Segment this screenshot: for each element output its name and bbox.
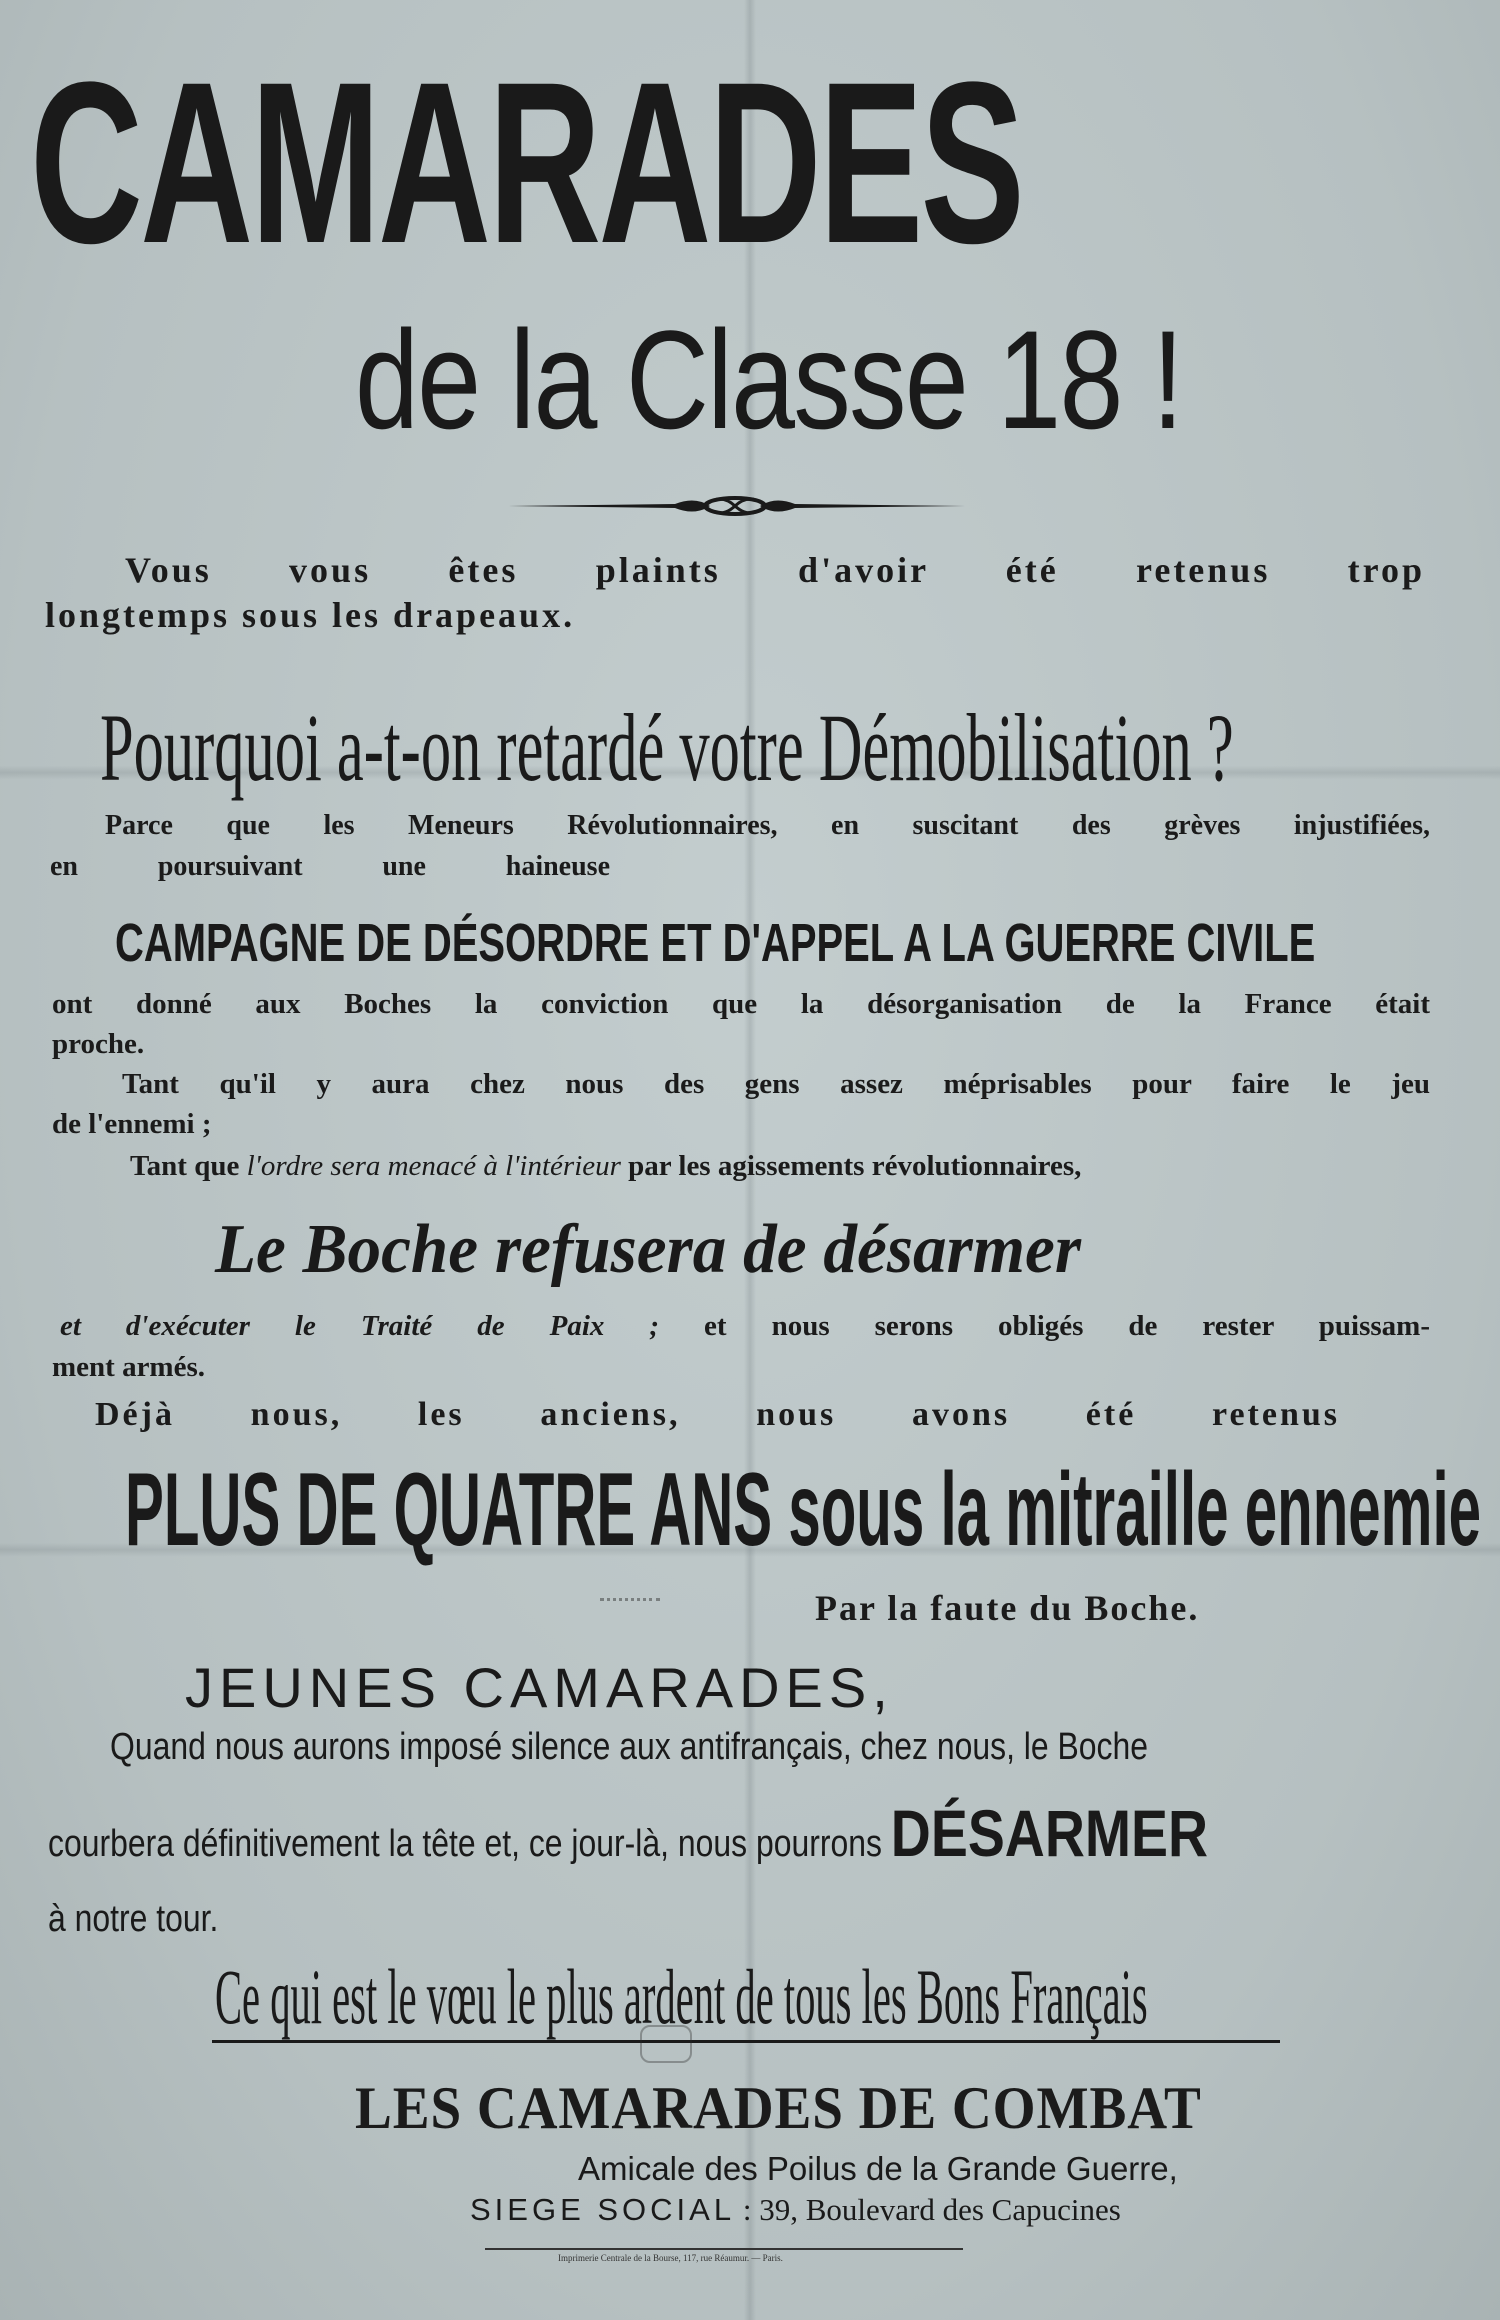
voeu-line	[215, 1953, 1500, 2040]
siege-address: : 39, Boulevard des Capucines	[742, 2192, 1121, 2227]
deja-line: Déjà nous, les anciens, nous avons été retenus	[95, 1396, 1340, 1433]
signature-org-text: LES CAMARADES DE COMBAT	[355, 2075, 1202, 2141]
stamp-mark	[640, 2025, 692, 2063]
quand-line-3	[48, 1900, 251, 1938]
faded-mark	[600, 1598, 660, 1609]
tant-line-2: de l'ennemi ;	[52, 1108, 212, 1140]
quand-line-1	[110, 1728, 1435, 1766]
question-heading	[100, 694, 1500, 801]
campaign-text: CAMPAGNE DE DÉSORDRE ET D'APPEL A LA GUERRE CIVILE	[115, 913, 1316, 973]
gave-line-2: proche.	[52, 1028, 145, 1060]
voeu-text: Ce qui est le vœu le plus ardent de tous les Bons Français	[215, 1953, 1148, 2040]
voeu-underline	[212, 2040, 1280, 2043]
quand-line-3-text: à notre tour.	[48, 1898, 219, 1940]
quatre-ans-heading	[125, 1452, 1500, 1568]
because-line-1: Parce que les Meneurs Révolutionnaires, en suscitant des grèves injustifiées,	[105, 810, 1430, 841]
poster-subtitle	[355, 301, 1364, 458]
exec-line-2: ment armés.	[52, 1351, 206, 1383]
desarmer-word: DÉSARMER	[890, 1796, 1209, 1870]
siege-label: SIEGE SOCIAL	[470, 2192, 736, 2227]
refuse-heading	[215, 1211, 1117, 1288]
exec-rest: et nous serons obligés de rester puissam-	[704, 1310, 1430, 1342]
gave-line-1: ont donné aux Boches la conviction que la désorganisation de la France était	[52, 988, 1430, 1020]
quand-line-2	[48, 1796, 1429, 1870]
intro-line-1: Vous vous êtes plaints d'avoir été retenus trop	[125, 550, 1425, 590]
refuse-text: Le Boche refusera de désarmer	[215, 1211, 1081, 1288]
exec-italic: et d'exécuter le Traité de Paix ;	[60, 1310, 660, 1342]
quand-line-2-text: courbera définitivement la tête et, ce jour-là, nous pourrons	[48, 1823, 882, 1865]
tant-que-line	[130, 1152, 1081, 1181]
siege-social-line	[470, 2194, 1121, 2225]
tant-que-italic: l'ordre sera menacé à l'intérieur	[246, 1150, 621, 1182]
signature-subtitle: Amicale des Poilus de la Grande Guerre,	[578, 2150, 1178, 2187]
because-line-2: en poursuivant une haineuse	[50, 851, 610, 882]
ornament-divider	[505, 488, 965, 524]
printer-rule	[485, 2248, 963, 2250]
poster-title	[30, 34, 1489, 291]
printer-credit: Imprimerie Centrale de la Bourse, 117, rue Réaumur. — Paris.	[558, 2253, 783, 2263]
poster-title-text: CAMARADES	[30, 34, 1023, 291]
campaign-heading	[115, 913, 1500, 973]
tant-que-prefix: Tant que	[130, 1150, 240, 1182]
faute-line: Par la faute du Boche.	[815, 1588, 1200, 1628]
quand-line-1-text: Quand nous aurons imposé silence aux antifrançais, chez nous, le Boche	[110, 1726, 1149, 1768]
quatre-ans-text: PLUS DE QUATRE ANS sous la mitraille ennemie	[125, 1452, 1482, 1568]
tant-que-suffix: par les agissements révolutionnaires,	[628, 1150, 1082, 1182]
intro-line-2: longtemps sous les drapeaux.	[45, 595, 576, 635]
question-text: Pourquoi a-t-on retardé votre Démobilisation ?	[100, 694, 1234, 801]
tant-line-1: Tant qu'il y aura chez nous des gens assez méprisables pour faire le jeu	[122, 1068, 1430, 1100]
jeunes-heading: JEUNES CAMARADES,	[185, 1656, 894, 1719]
poster-subtitle-text: de la Classe 18 !	[355, 301, 1183, 458]
exec-line-1	[60, 1312, 1430, 1341]
signature-org	[355, 2075, 1275, 2141]
